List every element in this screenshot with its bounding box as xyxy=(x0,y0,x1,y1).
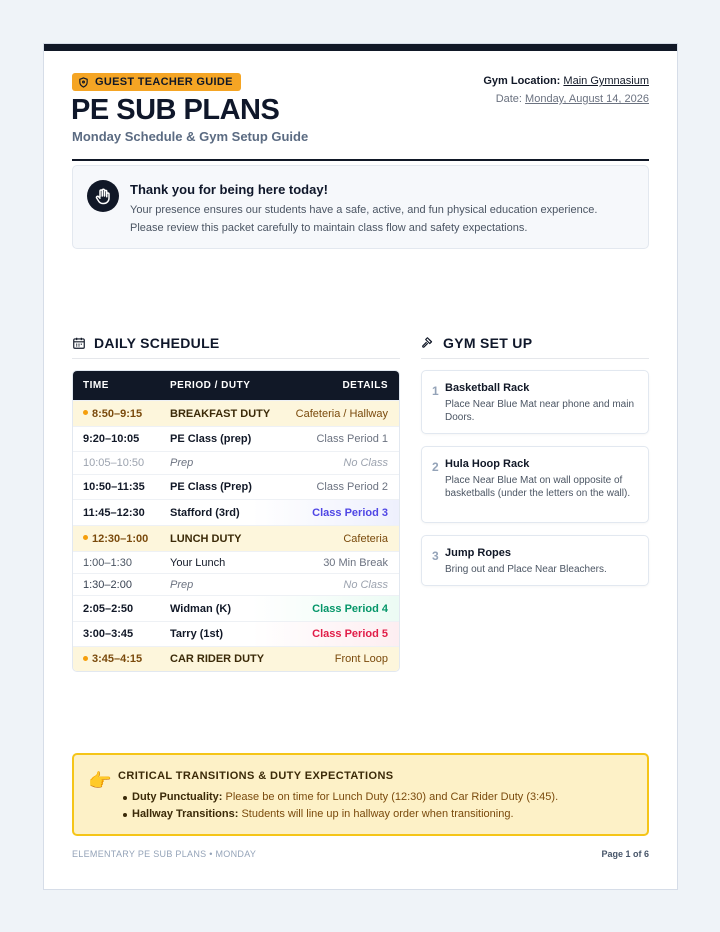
row-period: PE Class (prep) xyxy=(170,433,252,445)
row-time: 1:30–2:00 xyxy=(83,578,132,591)
location-label: Gym Location: xyxy=(483,75,561,87)
row-details: Cafeteria / Hallway xyxy=(295,407,388,420)
row-time: 8:50–9:15 xyxy=(83,408,142,420)
schedule-table-header xyxy=(73,371,399,400)
schedule-row-prep-1 xyxy=(73,451,399,474)
row-period: Widman (K) xyxy=(170,602,232,615)
gym-item-hula-hoop-rack xyxy=(421,446,649,523)
schedule-row-your-lunch xyxy=(73,551,399,573)
guest-teacher-badge xyxy=(72,73,241,91)
row-time: 9:20–10:05 xyxy=(83,433,140,445)
gym-item-number: 1 xyxy=(432,384,439,398)
gym-item-desc: Bring out and Place Near Bleachers. xyxy=(445,564,607,575)
date-label: Date: xyxy=(495,93,522,105)
row-details: Cafeteria xyxy=(343,532,388,545)
schedule-row-period-2 xyxy=(73,474,399,499)
footer-doc-label: ELEMENTARY PE SUB PLANS • MONDAY xyxy=(72,849,257,859)
pointing-hand-icon: 👉 xyxy=(88,771,112,792)
row-time: 11:45–12:30 xyxy=(83,506,145,519)
row-details: Class Period 1 xyxy=(316,433,388,445)
row-details: 30 Min Break xyxy=(323,556,388,569)
alert-item-label: Duty Punctuality: xyxy=(132,791,223,803)
row-details: No Class xyxy=(343,457,388,469)
gym-item-number: 3 xyxy=(432,549,439,563)
welcome-title: Thank you for being here today! xyxy=(130,182,328,197)
row-details: Class Period 2 xyxy=(316,481,388,493)
schedule-row-period-1 xyxy=(73,426,399,451)
welcome-callout xyxy=(72,165,649,249)
hand-icon xyxy=(87,180,119,212)
gym-item-desc: Place Near Blue Mat on wall opposite of basketballs (under the letters on the wall). xyxy=(445,475,631,499)
top-accent-bar xyxy=(44,44,677,51)
alert-item-text: Students will line up in hallway order when transitioning. xyxy=(241,808,514,820)
row-period: BREAKFAST DUTY xyxy=(170,407,271,420)
col-details: DETAILS xyxy=(342,380,388,391)
schedule-row-period-3 xyxy=(73,499,399,525)
calendar-icon xyxy=(72,336,86,350)
duty-dot-icon xyxy=(83,656,88,661)
gym-item-title: Hula Hoop Rack xyxy=(445,458,530,470)
schedule-row-lunch-duty xyxy=(73,525,399,551)
row-period: Prep xyxy=(170,578,194,591)
row-details: Class Period 3 xyxy=(312,506,388,519)
row-details: Class Period 5 xyxy=(312,628,388,640)
row-details: Class Period 4 xyxy=(312,602,388,615)
daily-schedule-title: DAILY SCHEDULE xyxy=(94,335,220,351)
row-time: 10:05–10:50 xyxy=(83,457,145,469)
footer-page-number: Page 1 of 6 xyxy=(601,849,649,859)
schedule-table xyxy=(72,370,400,672)
schedule-row-prep-2 xyxy=(73,573,399,595)
duty-dot-icon xyxy=(83,535,88,540)
schedule-heading-line xyxy=(72,358,400,359)
gym-setup-title: GYM SET UP xyxy=(443,335,533,351)
gym-item-desc: Place Near Blue Mat near phone and main Doors. xyxy=(445,399,635,423)
gym-setup-heading xyxy=(421,335,532,351)
shield-icon xyxy=(78,77,89,88)
row-time: 3:00–3:45 xyxy=(83,628,134,640)
schedule-row-period-4 xyxy=(73,595,399,621)
daily-schedule-heading xyxy=(72,335,220,351)
page-title: PE SUB PLANS xyxy=(71,94,280,126)
header-meta xyxy=(483,72,649,108)
date-value[interactable]: Monday, August 14, 2026 xyxy=(525,93,649,105)
row-time: 1:00–1:30 xyxy=(83,556,132,569)
alert-item-duty-punctuality xyxy=(132,789,558,806)
critical-transitions-callout xyxy=(72,753,649,836)
row-details: Front Loop xyxy=(334,653,388,665)
row-time: 12:30–1:00 xyxy=(83,533,148,545)
alert-list xyxy=(132,789,558,823)
row-period: PE Class (Prep) xyxy=(170,481,252,493)
duty-dot-icon xyxy=(83,410,88,415)
schedule-row-breakfast-duty xyxy=(73,400,399,426)
row-period: LUNCH DUTY xyxy=(170,532,242,545)
page-subtitle: Monday Schedule & Gym Setup Guide xyxy=(72,129,309,144)
row-period: Prep xyxy=(170,457,194,469)
hammer-icon xyxy=(421,336,435,350)
col-time: TIME xyxy=(83,380,109,391)
gym-item-title: Basketball Rack xyxy=(445,382,530,394)
gym-item-number: 2 xyxy=(432,460,439,474)
schedule-row-period-5 xyxy=(73,621,399,646)
alert-item-text: Please be on time for Lunch Duty (12:30) and Car Rider Duty (3:45). xyxy=(225,791,559,803)
schedule-row-car-rider-duty xyxy=(73,646,399,671)
row-time: 10:50–11:35 xyxy=(83,481,145,493)
col-period: PERIOD / DUTY xyxy=(170,380,251,391)
row-period: CAR RIDER DUTY xyxy=(170,653,265,665)
alert-item-label: Hallway Transitions: xyxy=(132,808,239,820)
gym-item-title: Jump Ropes xyxy=(445,547,512,559)
gym-item-jump-ropes xyxy=(421,535,649,586)
gym-item-basketball-rack xyxy=(421,370,649,434)
row-details: No Class xyxy=(343,578,388,591)
badge-label: GUEST TEACHER GUIDE xyxy=(95,76,233,88)
sub-plan-page xyxy=(43,43,678,890)
welcome-text: Your presence ensures our students have a safe, active, and fun physical education experience. Please review this packet carefully to maintain class flow and safety expectations. xyxy=(130,204,598,234)
row-time: 3:45–4:15 xyxy=(83,653,142,665)
row-time: 2:05–2:50 xyxy=(83,602,134,615)
alert-title: CRITICAL TRANSITIONS & DUTY EXPECTATIONS xyxy=(118,770,394,782)
row-period: Stafford (3rd) xyxy=(170,506,240,519)
header-divider xyxy=(72,159,649,161)
alert-item-hallway-transitions xyxy=(132,806,558,823)
gym-heading-line xyxy=(421,358,649,359)
row-period: Tarry (1st) xyxy=(170,628,223,640)
location-value[interactable]: Main Gymnasium xyxy=(563,75,649,87)
row-period: Your Lunch xyxy=(170,556,226,569)
